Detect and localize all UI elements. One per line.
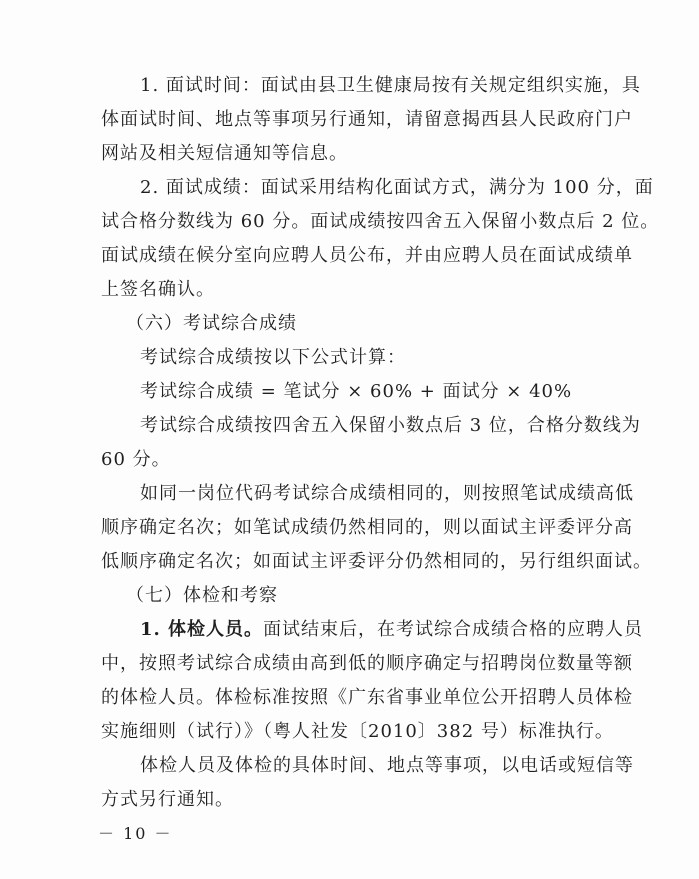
item1-line-3: 的体检人员。体检标准按照《广东省事业单位公开招聘人员体检 xyxy=(101,687,633,708)
p1-line-3: 网站及相关短信通知等信息。 xyxy=(101,143,348,164)
formula: 考试综合成绩 = 笔试分 × 60% + 面试分 × 40% xyxy=(140,381,573,402)
rounding-line-1: 考试综合成绩按四舍五入保留小数点后 3 位，合格分数线为 xyxy=(140,415,641,436)
formula-intro: 考试综合成绩按以下公式计算： xyxy=(140,347,406,368)
p1-line-2: 体面试时间、地点等事项另行通知，请留意揭西县人民政府门户 xyxy=(101,109,633,130)
p2-line-1: 2. 面试成绩：面试采用结构化面试方式，满分为 100 分，面 xyxy=(140,177,654,198)
tie-line-2: 顺序确定名次；如笔试成绩仍然相同的，则以面试主评委评分高 xyxy=(101,517,633,538)
tie-line-3: 低顺序确定名次；如面试主评委评分仍然相同的，另行组织面试。 xyxy=(101,551,652,572)
page-number: － 10 － xyxy=(98,824,173,843)
item1-line-1 xyxy=(140,617,643,643)
tie-line-1: 如同一岗位代码考试综合成绩相同的，则按照笔试成绩高低 xyxy=(140,483,634,504)
p1-line-1: 1. 面试时间：面试由县卫生健康局按有关规定组织实施，具 xyxy=(140,75,641,96)
item1-line-4: 实施细则（试行）》（粤人社发〔2010〕382 号）标准执行。 xyxy=(101,721,614,742)
item1-line-1-text: 面试结束后，在考试综合成绩合格的应聘人员 xyxy=(263,619,644,640)
section-7-heading: （七）体检和考察 xyxy=(126,585,278,606)
p2-line-4: 上签名确认。 xyxy=(101,279,215,300)
p2-line-2: 试合格分数线为 60 分。面试成绩按四舍五入保留小数点后 2 位。 xyxy=(101,211,660,232)
section-6-heading: （六）考试综合成绩 xyxy=(126,313,297,334)
item1-line-2: 中，按照考试综合成绩由高到低的顺序确定与招聘岗位数量等额 xyxy=(101,653,633,674)
p2-line-3: 面试成绩在候分室向应聘人员公布，并由应聘人员在面试成绩单 xyxy=(101,245,633,266)
notice-line-1: 体检人员及体检的具体时间、地点等事项，以电话或短信等 xyxy=(140,755,634,776)
rounding-line-2: 60 分。 xyxy=(101,449,171,470)
notice-line-2: 方式另行通知。 xyxy=(101,789,234,810)
item1-title: 1. 体检人员。 xyxy=(140,619,264,640)
